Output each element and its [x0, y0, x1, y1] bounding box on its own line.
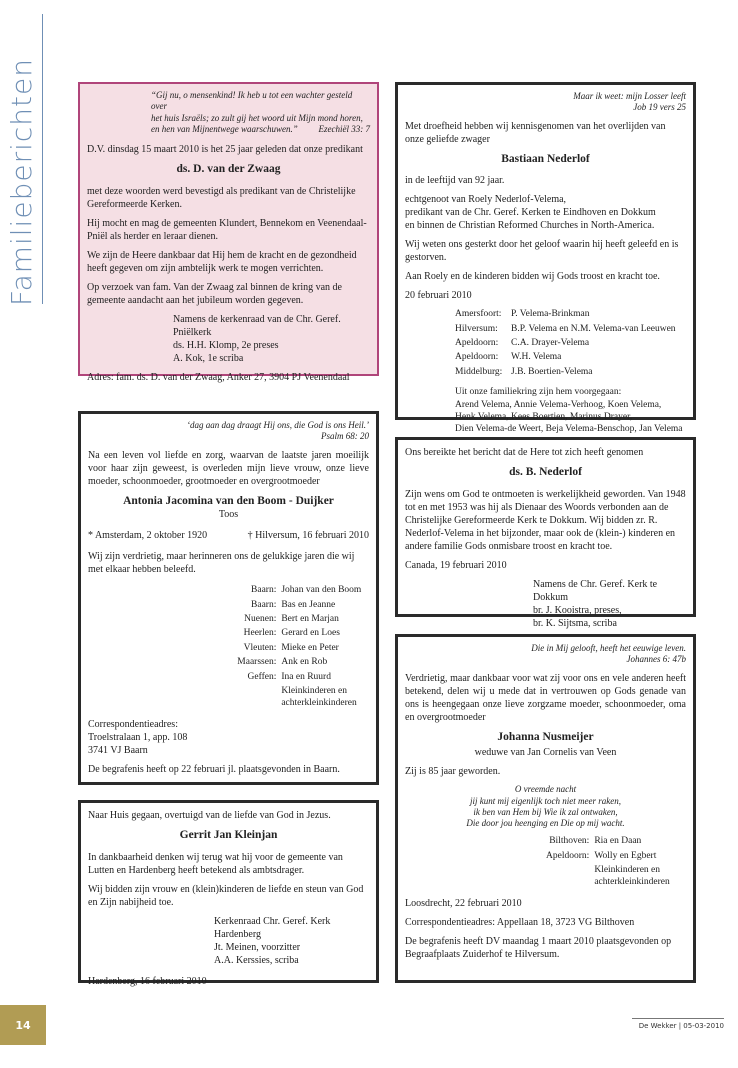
- family-names: P. Velema-Brinkman: [511, 309, 590, 320]
- bio-line: predikant van de Chr. Geref. Kerken te Eindhoven en Dokkum: [405, 207, 656, 219]
- signature-line: A.A. Kerssies, scriba: [214, 954, 299, 966]
- family-names: Ina en Ruurd: [281, 671, 331, 682]
- paragraph: Wij zijn verdrietig, maar herinneren ons de gelukkige jaren die wij met elkaar hebben beleefd.: [88, 551, 355, 576]
- paragraph: Wij bidden zijn vrouw en (klein)kinderen de liefde en steun van God en Zijn nabijheid toe.: [88, 883, 364, 908]
- family-place: Hilversum:: [455, 323, 498, 334]
- family-names: Bas en Jeanne: [281, 599, 336, 610]
- signature-line: br. K. Sijtsma, scriba: [533, 617, 617, 629]
- intro-text: Na een leven vol liefde en zorg, waarvan de laatste jaren moeilijk voor haar zijn geweest, is overleden mijn lieve vrouw, onze lieve moeder, schoonmoeder, grootmoeder en overgrootmoeder: [88, 449, 369, 487]
- family-names: W.H. Velema: [511, 352, 562, 363]
- address: Adres: fam. ds. D. van der Zwaag, Anker 27, 3904 PJ Veenendaal: [87, 371, 350, 383]
- family-place: Apeldoorn:: [455, 338, 499, 349]
- family-place: Geffen:: [247, 671, 277, 682]
- family-names: Mieke en Peter: [281, 642, 339, 653]
- family-place: Apeldoorn:: [546, 850, 590, 861]
- nickname: Toos: [218, 509, 239, 521]
- intro-text: Naar Huis gegaan, overtuigd van de liefde van God in Jezus.: [88, 810, 331, 821]
- quote-line: en hen van Mijnentwege waarschuwen.”: [151, 123, 298, 134]
- family-place: Middelburg:: [455, 366, 503, 377]
- quote-line: Die in Mij gelooft, heeft het eeuwige leven.: [531, 643, 686, 653]
- family-names: Wolly en Egbert: [594, 850, 657, 861]
- signature-line: ds. H.H. Klomp, 2e preses: [173, 339, 279, 351]
- address-line: Correspondentieadres:: [88, 718, 178, 730]
- announcement-kleinjan: [78, 800, 379, 987]
- bio-line: en binnen de Christian Reformed Churches in North-America.: [405, 220, 655, 232]
- quote-line: het huis Israëls; zo zult gij het woord uit Mijn mond horen,: [151, 112, 363, 123]
- signature-line: Kerkenraad Chr. Geref. Kerk Hardenberg: [214, 915, 331, 940]
- age-text: in de leeftijd van 92 jaar.: [405, 175, 505, 187]
- title-rule: [42, 14, 43, 304]
- family-names: Ria en Daan: [594, 836, 642, 847]
- page-number: 14: [0, 1005, 46, 1045]
- family-names: J.B. Boertien-Velema: [511, 366, 593, 377]
- family-place: Vleuten:: [243, 642, 277, 653]
- family-names: Ank en Rob: [281, 657, 328, 668]
- age-text: Zij is 85 jaar geworden.: [405, 766, 501, 778]
- date: 20 februari 2010: [405, 290, 472, 302]
- intro-text: Verdrietig, maar dankbaar voor wat zij voor ons en vele anderen heeft betekend, delen wij u mede dat in vertrouwen op Gods genade van ons is heengegaan onze lieve zorgzame moeder, schoonmoeder, oma en overgrootmoeder: [405, 672, 686, 723]
- paragraph: We zijn de Heere dankbaar dat Hij hem de kracht en de gezondheid heeft gegeven om zijn ambtelijk werk te mogen verrichten.: [87, 249, 357, 274]
- widow-of: weduwe van Jan Cornelis van Veen: [474, 747, 617, 759]
- family-place: Bilthoven:: [549, 836, 590, 847]
- paragraph: met deze woorden werd bevestigd als predikant van de Christelijke Gereformeerde Kerken.: [87, 185, 356, 210]
- family-place: Heerlen:: [243, 628, 277, 639]
- birth-info: * Amsterdam, 2 oktober 1920: [88, 530, 208, 542]
- poem-line: O vreemde nacht: [514, 784, 577, 795]
- family-place: Apeldoorn:: [455, 352, 499, 363]
- family-names: Gerard en Loes: [281, 628, 340, 639]
- paragraph: Wij weten ons gesterkt door het geloof waarin hij heeft geleefd en is gestorven.: [405, 239, 679, 264]
- family-place: Baarn:: [251, 585, 277, 596]
- intro-text: Met droefheid hebben wij kennisgenomen van het overlijden van onze geliefde zwager: [405, 120, 666, 145]
- signature-line: Namens de Chr. Geref. Kerk te Dokkum: [533, 578, 658, 603]
- family-place: [535, 864, 594, 891]
- address-line: 3741 VJ Baarn: [88, 744, 148, 756]
- quote-reference: Psalm 68: 20: [321, 431, 369, 442]
- announcement-nusmeijer: [395, 634, 696, 983]
- signature-line: Namens de kerkenraad van de Chr. Geref. Pniëlkerk: [173, 313, 341, 338]
- family-place: Amersfoort:: [455, 309, 502, 320]
- family-names: Kleinkinderen en achterkleinkinderen: [594, 865, 670, 888]
- predeceased-line: Henk Velema, Kees Boertien, Marinus Drayer,: [455, 411, 633, 422]
- family-place: [208, 685, 281, 712]
- deceased-name: Antonia Jacomina van den Boom - Duijker: [123, 494, 334, 507]
- signature-line: A. Kok, 1e scriba: [173, 352, 244, 364]
- paragraph: Hij mocht en mag de gemeenten Klundert, Bennekom en Veenendaal-Pniël als herder en leraar dienen.: [87, 217, 367, 242]
- quote-reference: Job 19 vers 25: [633, 102, 686, 113]
- date: Canada, 19 februari 2010: [405, 559, 507, 571]
- poem-line: Die door jou heenging en Die op mij wacht.: [466, 818, 625, 829]
- predeceased-line: Dien Velema-de Weert, Beja Velema-Benschop, Jan Velema: [455, 424, 683, 435]
- paragraph: In dankbaarheid denken wij terug wat hij voor de gemeente van Lutten en Hardenberg heeft betekend als ambtsdrager.: [88, 851, 343, 876]
- predeceased-title: Uit onze familiekring zijn hem voorgegaan:: [455, 387, 622, 398]
- date: Loosdrecht, 22 februari 2010: [405, 897, 522, 909]
- poem-line: jij kunt mij eigenlijk toch niet meer raken,: [470, 795, 621, 806]
- deceased-name: Bastiaan Nederlof: [501, 152, 590, 165]
- section-title: Familieberichten: [5, 58, 38, 306]
- signature-line: Jt. Meinen, voorzitter: [214, 941, 301, 953]
- family-names: B.P. Velema en N.M. Velema-van Leeuwen: [511, 323, 676, 334]
- family-place: Maarssen:: [237, 657, 277, 668]
- quote-reference: Ezechiël 33: 7: [318, 123, 370, 134]
- honoree-name: ds. D. van der Zwaag: [176, 163, 281, 175]
- announcement-ds-nederlof: [395, 437, 696, 629]
- quote-line: ‘dag aan dag draagt Hij ons, die God is ons Heil.’: [187, 420, 369, 430]
- family-list: [208, 584, 369, 711]
- poem-line: ik ben van Hem bij Wie ik zal ontwaken,: [473, 806, 618, 817]
- date: Hardenberg, 16 februari 2010: [88, 975, 207, 987]
- intro-text: D.V. dinsdag 15 maart 2010 is het 25 jaar geleden dat onze predikant: [87, 144, 363, 155]
- family-names: Kleinkinderen en achterkleinkinderen: [281, 685, 357, 709]
- quote-reference: Johannes 6: 47b: [626, 654, 686, 665]
- deceased-name: Johanna Nusmeijer: [497, 730, 594, 743]
- intro-text: Ons bereikte het bericht dat de Here tot zich heeft genomen: [405, 447, 644, 458]
- family-names: Bert en Marjan: [281, 614, 339, 625]
- section-title-block: [5, 14, 48, 306]
- paragraph: Aan Roely en de kinderen bidden wij Gods troost en kracht toe.: [405, 271, 660, 283]
- family-place: Baarn:: [251, 599, 277, 610]
- announcement-van-den-boom: [78, 411, 379, 785]
- family-place: Nuenen:: [244, 614, 277, 625]
- announcement-bastiaan-nederlof: [395, 82, 696, 435]
- family-names: C.A. Drayer-Velema: [511, 338, 590, 349]
- predeceased-line: Arend Velema, Annie Velema-Verhoog, Koen Velema,: [455, 399, 662, 410]
- quote-line: Maar ik weet: mijn Losser leeft: [573, 91, 686, 101]
- family-list: [535, 835, 686, 890]
- address-line: Troelstralaan 1, app. 108: [88, 731, 188, 743]
- paragraph: Zijn wens om God te ontmoeten is werkelijkheid geworden. Van 1948 tot en met 1953 was hij als Dienaar des Woords verbonden aan de Christelijke Gereformeerde Kerk te Dokkum. Wij bidden zr. R. Nederlof-Velema in het bijzonder, maar ook de (klein-) kinderen en andere familie Gods onmisbare troost en kracht toe.: [405, 488, 686, 552]
- family-names: Johan van den Boom: [281, 585, 362, 596]
- family-list: [455, 308, 676, 380]
- death-info: † Hilversum, 16 februari 2010: [247, 530, 369, 542]
- deceased-name: ds. B. Nederlof: [509, 466, 582, 478]
- announcement-van-der-zwaag: [78, 82, 379, 383]
- address: Correspondentieadres: Appellaan 18, 3723 VG Bilthoven: [405, 916, 635, 928]
- paragraph: Op verzoek van fam. Van der Zwaag zal binnen de kring van de gemeente aandacht aan het jubileum worden gegeven.: [87, 281, 342, 306]
- funeral-info: De begrafenis heeft DV maandag 1 maart 2010 plaatsgevonden op Begraafplaats Zuiderhof te Hilversum.: [405, 935, 672, 960]
- bio-line: echtgenoot van Roely Nederlof-Velema,: [405, 194, 567, 206]
- signature-line: br. J. Kooistra, preses,: [533, 604, 622, 616]
- deceased-name: Gerrit Jan Kleinjan: [179, 829, 278, 841]
- funeral-info: De begrafenis heeft op 22 februari jl. plaatsgevonden in Baarn.: [88, 763, 340, 775]
- footer-label: De Wekker | 05-03-2010: [632, 1018, 724, 1030]
- quote-line: “Gij nu, o mensenkind! Ik heb u tot een wachter gesteld over: [151, 90, 353, 112]
